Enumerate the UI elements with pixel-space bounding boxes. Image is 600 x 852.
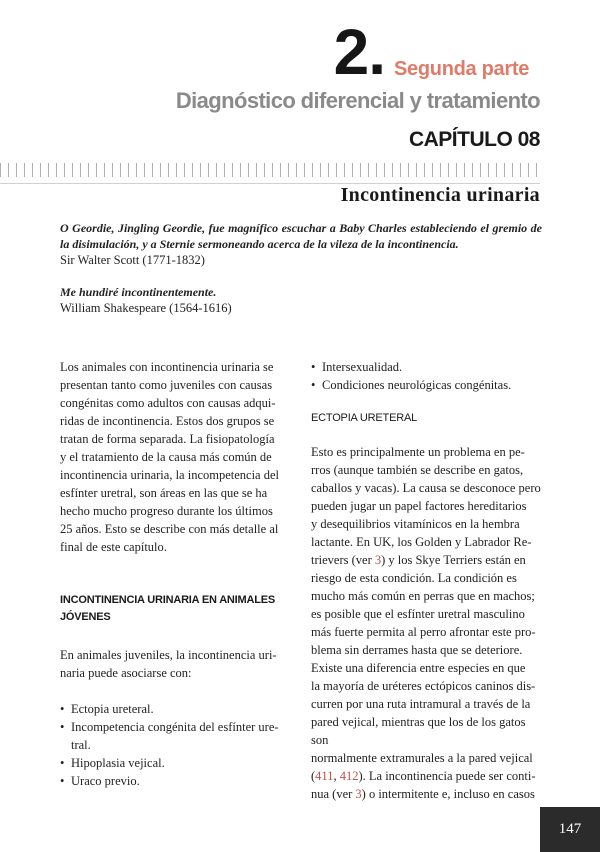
part-name: Segunda parte (394, 58, 530, 80)
figure-reference-link[interactable]: 411 (315, 769, 334, 783)
text-line: riesgo de esta condición. La condición es (311, 571, 517, 585)
text-line: curren por una ruta intramural a través de la (311, 697, 531, 711)
list-item: • Uraco previo. (60, 772, 292, 790)
juveniles-cause-list (60, 700, 292, 790)
list-item: • Hipoplasia vejical. (60, 754, 292, 772)
list-item: • Intersexualidad. (311, 358, 543, 376)
text-line (311, 785, 543, 803)
text-line: incontinencia urinaria, la incompetencia del (60, 468, 280, 482)
text-line: tratan de forma separada. La fisiopatología (60, 432, 275, 446)
section-heading-ectopia: ECTOPIA URETERAL (311, 412, 418, 424)
text-line: mucho más común en perras que en machos; (311, 589, 535, 603)
text-fragment: nua (ver (311, 787, 356, 801)
text-line: final de este capítulo. (60, 540, 167, 554)
text-line: 25 años. Esto se describe con más detalle al (60, 522, 279, 536)
text-line: Esto es principalmente un problema en pe- (311, 445, 525, 459)
text-line: rros (aunque también se describe en gatos, (311, 463, 524, 477)
epigraph-author: Sir Walter Scott (1771-1832) (60, 253, 205, 267)
text-line: hecho mucho progreso durante los últimos (60, 504, 273, 518)
text-fragment: trievers (ver (311, 553, 375, 567)
text-line: Existe una diferencia entre especies en que (311, 661, 526, 675)
juveniles-cause-list-continued (311, 358, 543, 394)
juveniles-paragraph (60, 646, 292, 682)
text-line: y el tratamiento de la causa más común de (60, 450, 272, 464)
list-item-continuation: tral. (71, 738, 91, 752)
text-line: lactante. En UK, los Golden y Labrador Re- (311, 535, 532, 549)
text-fragment: ) o intermitente e, incluso en casos (361, 787, 535, 801)
text-line: ridas de incontinencia. Estos dos grupos se (60, 414, 275, 428)
list-item: • Condiciones neurológicas congénitas. (311, 376, 543, 394)
epigraph-author: William Shakespeare (1564-1616) (60, 301, 232, 315)
text-line: normalmente extramurales a la pared vejical (311, 751, 533, 765)
page-number: 147 (540, 807, 600, 852)
epigraph-1 (60, 220, 542, 268)
text-line: congénitas como adultos con causas adqui- (60, 396, 276, 410)
text-fragment: ( (311, 769, 316, 783)
text-line: pared vejical, mientras que los de los gatos son (311, 715, 526, 747)
text-line: Los animales con incontinencia urinaria se (60, 360, 274, 374)
epigraph-quote-line: Me hundiré incontinentemente. (60, 285, 217, 299)
epigraph-quote-line: O Geordie, Jingling Geordie, fue magnífico escuchar a Baby Charles estableciendo el gremio de (60, 221, 542, 235)
text-line: naria puede asociarse con: (60, 666, 192, 680)
list-item: • Ectopia ureteral. (60, 700, 292, 718)
right-column (311, 358, 543, 803)
left-column (60, 358, 292, 790)
text-line: es posible que el esfínter uretral masculino (311, 607, 525, 621)
part-subtitle: Diagnóstico diferencial y tratamiento (175, 88, 540, 113)
heading-line: JÓVENES (60, 611, 111, 623)
chapter-label: CAPÍTULO 08 (408, 128, 540, 151)
epigraph-quote-line: la disimulación, y a Sternie sermoneando acerca de la vileza de la incontinencia. (60, 237, 459, 251)
epigraph-2 (60, 284, 542, 316)
chapter-title: Incontinencia urinaria (340, 184, 540, 206)
text-line: blema sin derrames hasta que se deteriore. (311, 643, 523, 657)
text-line (311, 767, 543, 785)
section-heading-juveniles (60, 592, 292, 626)
text-fragment: ) y los Skye Terriers están en (381, 553, 526, 567)
heading-line: INCONTINENCIA URINARIA EN ANIMALES (60, 594, 276, 606)
text-line: esfínter uretral, son áreas en las que se ha (60, 486, 268, 500)
text-line: En animales juveniles, la incontinencia uri- (60, 648, 277, 662)
text-line: más fuerte permita al perro afrontar este pro- (311, 625, 536, 639)
figure-reference-link[interactable]: 412 (339, 769, 359, 783)
list-item: • Incompetencia congénita del esfínter ure- (60, 718, 292, 736)
ectopia-paragraph (311, 443, 543, 803)
text-line (311, 551, 543, 569)
text-line: caballos y vacas). La causa se desconoce pero (311, 481, 541, 495)
text-line: la mayoría de uréteres ectópicos caninos dis- (311, 679, 536, 693)
figure-reference-link[interactable]: 3 (355, 787, 362, 801)
text-line: y desequilibrios vitamínicos en la hembra (311, 517, 520, 531)
tick-ruler-divider (0, 163, 540, 177)
text-line: presentan tanto como juveniles con causas (60, 378, 273, 392)
text-line: pueden jugar un papel factores hereditarios (311, 499, 527, 513)
figure-reference-link[interactable]: 3 (374, 553, 382, 567)
part-number: 2. (333, 16, 385, 88)
text-fragment: , (333, 769, 340, 783)
intro-paragraph (60, 358, 292, 556)
text-fragment: ). La incontinencia puede ser conti- (358, 769, 536, 783)
